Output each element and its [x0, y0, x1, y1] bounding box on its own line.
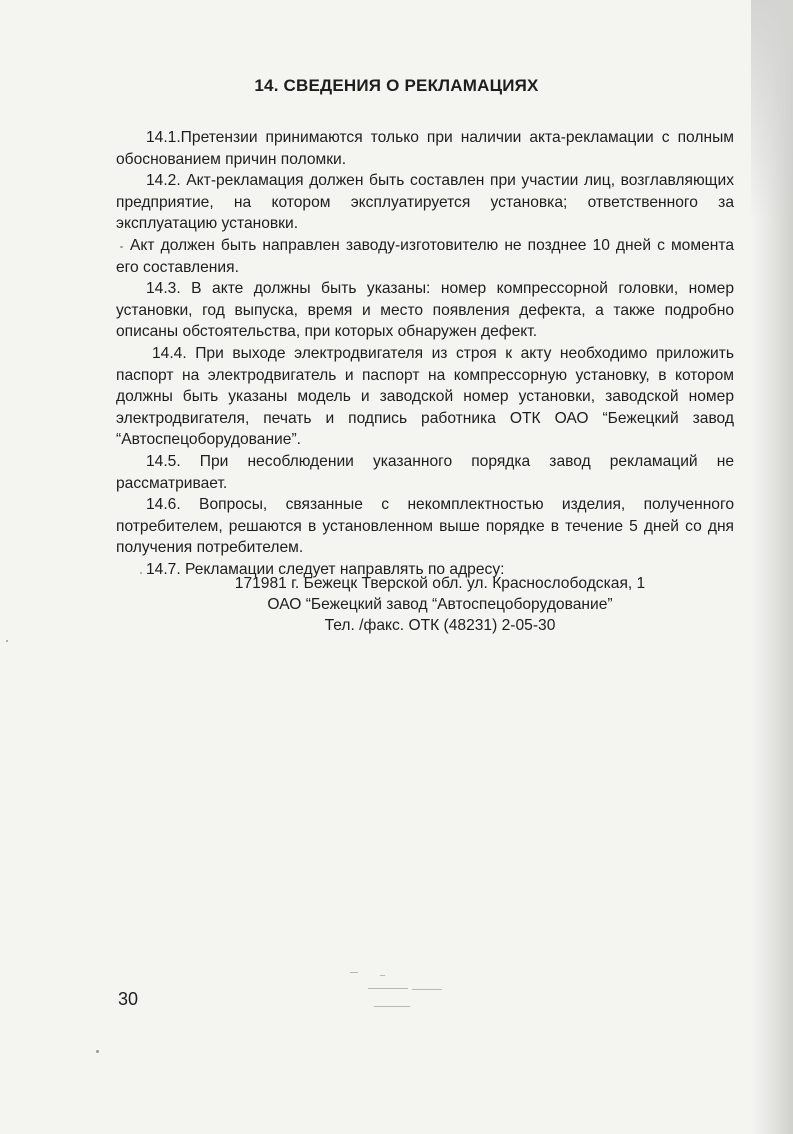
- paragraph-act-deadline: Акт должен быть направлен заводу-изготовителю не позднее 10 дней с момента его составления.: [116, 236, 734, 276]
- paragraph-14-2: 14.2. Акт-рекламация должен быть составлен при участии лиц, возглавляющих предприятие, на котором эксплуатируется установка; ответственного за эксплуатацию установки.: [116, 172, 734, 233]
- scan-speck: [140, 572, 142, 574]
- address-company: ОАО “Бежецкий завод “Автоспецоборудование”: [267, 596, 613, 613]
- paragraph-14-5: 14.5. При несоблюдении указанного порядка завод рекламаций не рассматривает.: [116, 452, 734, 492]
- section-heading: 14. СВЕДЕНИЯ О РЕКЛАМАЦИЯХ: [254, 76, 539, 95]
- page-number: 30: [118, 989, 139, 1009]
- scan-noise: [340, 972, 450, 1032]
- paragraph-14-6: 14.6. Вопросы, связанные с некомплектностью изделия, полученного потребителем, решаются в установленном выше порядке в течение 5 дней со дня получения потребителем.: [116, 496, 734, 557]
- scan-speck: [120, 246, 123, 248]
- paragraph-14-1: 14.1.Претензии принимаются только при наличии акта-рекламации с полным обоснованием причин поломки.: [116, 129, 734, 168]
- scan-speck: [6, 640, 8, 642]
- contact-address: [116, 573, 734, 636]
- page-corner-shadow: [751, 0, 793, 220]
- paragraph-14-7: 14.7. Рекламации следует направлять по адресу:: [146, 560, 505, 578]
- paragraph-14-4: 14.4. При выходе электродвигателя из строя к акту необходимо приложить паспорт на электродвигатель и паспорт на компрессорную установку, в котором должны быть указаны модель и заводской номер установки, заводской номер электродвигателя, печать и подпись работника ОТК ОАО “Бежецкий завод “Автоспецоборудование”.: [116, 344, 734, 449]
- section-body: [116, 127, 734, 580]
- scan-speck: [96, 1050, 99, 1053]
- address-phone: Тел. /факс. ОТК (48231) 2-05-30: [324, 617, 556, 634]
- address-street: 171981 г. Бежецк Тверской обл. ул. Краснослободская, 1: [234, 575, 646, 592]
- paragraph-14-3: 14.3. В акте должны быть указаны: номер компрессорной головки, номер установки, год выпуска, время и место появления дефекта, а также подробно описаны обстоятельства, при которых обнаружен дефект.: [116, 280, 734, 341]
